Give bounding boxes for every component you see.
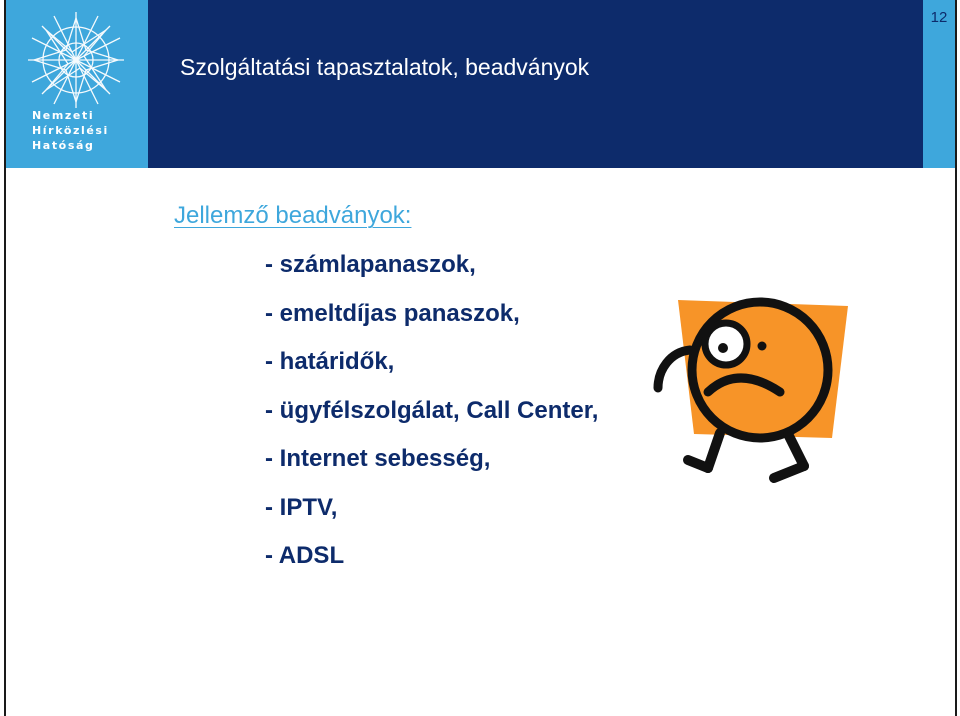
complaint-list — [265, 250, 598, 590]
list-item: - számlapanaszok, — [265, 251, 476, 278]
header-bar — [148, 0, 923, 168]
list-item: - ügyfélszolgálat, Call Center, — [265, 396, 599, 424]
slide-border-right — [955, 0, 957, 716]
section-title: Jellemző beadványok: — [174, 202, 412, 229]
star-burst-icon — [24, 8, 128, 112]
logo-wordmark — [32, 108, 109, 153]
list-item: - határidők, — [265, 348, 395, 375]
page-number-strip — [923, 0, 955, 168]
page-number: 12 — [930, 9, 948, 26]
logo-line-2: Hírközlési — [32, 124, 109, 137]
list-item: - IPTV, — [265, 493, 338, 521]
logo-panel — [6, 0, 148, 168]
sad-face-cartoon-icon — [650, 288, 855, 498]
list-item: - emeltdíjas panaszok, — [265, 299, 520, 327]
logo-line-1: Nemzeti — [32, 109, 95, 122]
list-item: - Internet sebesség, — [265, 445, 491, 472]
page-title: Szolgáltatási tapasztalatok, beadványok — [180, 54, 590, 80]
logo-line-3: Hatóság — [32, 139, 95, 152]
list-item: - ADSL — [265, 542, 345, 569]
